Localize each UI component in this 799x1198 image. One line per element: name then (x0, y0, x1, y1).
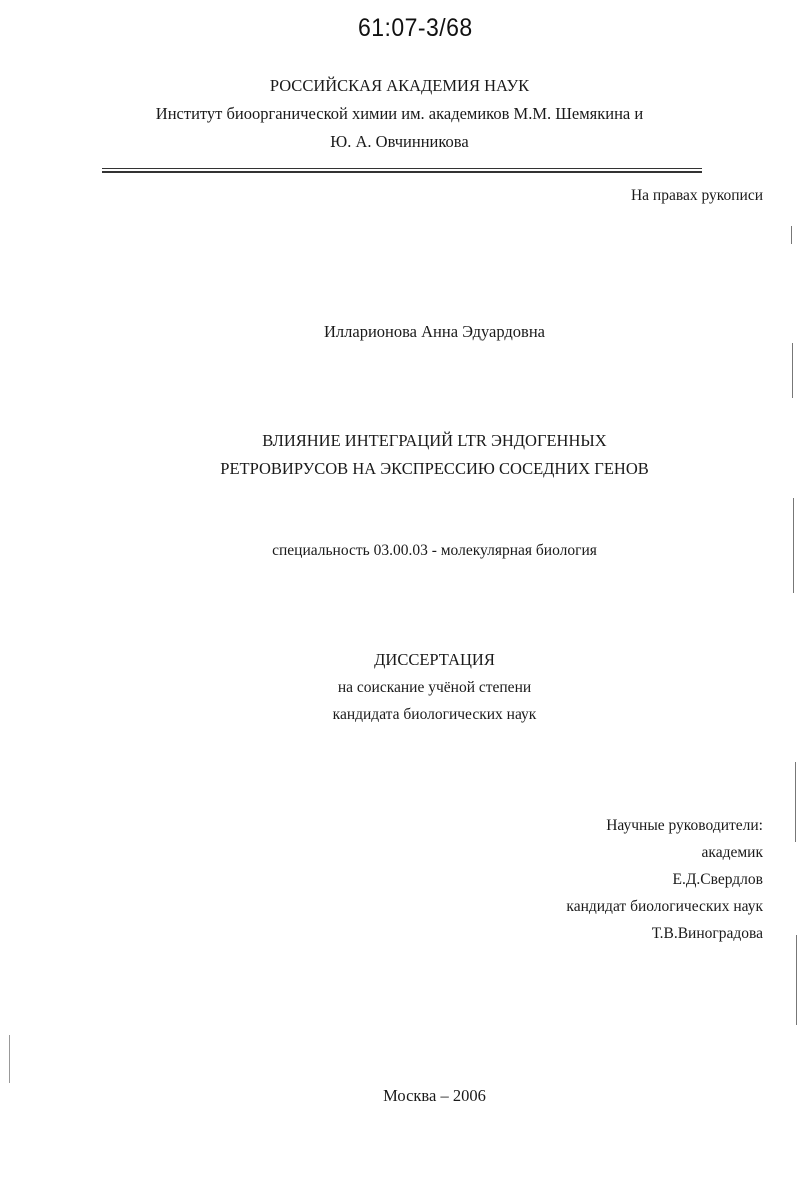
institute-name-line2: Ю. А. Овчинникова (330, 132, 469, 151)
thesis-title-line2: РЕТРОВИРУСОВ НА ЭКСПРЕССИЮ СОСЕДНИХ ГЕНОВ (220, 459, 649, 478)
place-year: Москва – 2006 (383, 1086, 486, 1105)
supervisor-2-name: Т.В.Виноградова (651, 925, 763, 942)
author-name: Илларионова Анна Эдуардовна (323, 322, 546, 341)
scan-mark (793, 498, 794, 593)
header-divider (102, 168, 702, 169)
supervisor-2-rank: кандидат биологических наук (566, 898, 763, 915)
degree-line1: на соискание учёной степени (337, 679, 532, 696)
academy-name: РОССИЙСКАЯ АКАДЕМИЯ НАУК (269, 76, 530, 95)
specialty: специальность 03.00.03 - молекулярная биология (272, 542, 597, 559)
supervisors-block (566, 812, 763, 947)
manuscript-note: На правах рукописи (630, 187, 763, 204)
thesis-title-line1: ВЛИЯНИЕ ИНТЕГРАЦИЙ LTR ЭНДОГЕННЫХ (262, 431, 607, 450)
scan-mark (9, 1035, 10, 1083)
header-divider-thick (102, 171, 702, 173)
scan-mark (791, 226, 792, 244)
scan-mark (796, 935, 797, 1025)
supervisor-1-rank: академик (701, 844, 763, 861)
supervisors-heading: Научные руководители: (606, 817, 763, 834)
supervisor-1-name: Е.Д.Свердлов (672, 871, 763, 888)
degree-line2: кандидата биологических наук (332, 706, 537, 723)
scan-mark (795, 762, 796, 842)
library-code-stamp: 61:07-3/68 (358, 14, 473, 42)
scan-mark (792, 343, 793, 398)
dissertation-label: ДИССЕРТАЦИЯ (374, 650, 495, 669)
institute-name-line1: Институт биоорганической химии им. академиков М.М. Шемякина и (155, 104, 644, 123)
